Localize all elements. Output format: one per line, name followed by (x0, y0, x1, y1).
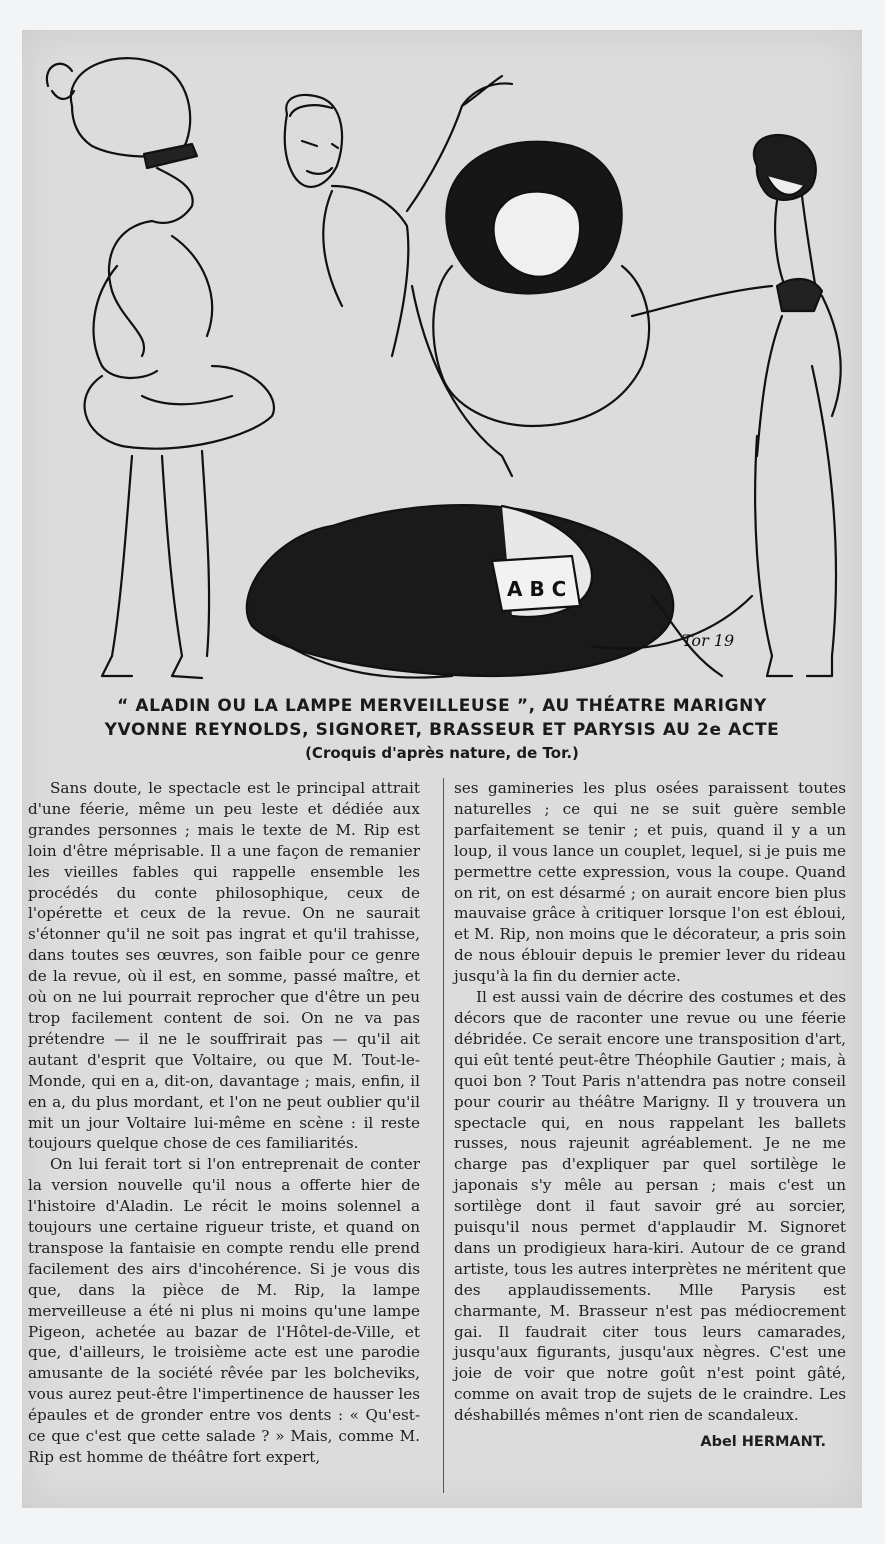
book-inscription: A B C (507, 577, 567, 601)
author-signature: Abel HERMANT. (700, 1434, 826, 1451)
column-divider (443, 778, 444, 1493)
article-column-left (28, 778, 420, 1468)
article-paragraph: Sans doute, le spectacle est le principal attrait d'une féerie, même un peu leste et dédiée aux grandes personnes ; mais le texte de M. Rip est loin d'être méprisable. Il a une façon de remanier les vieilles fables qui rappelle ensemble les procédés du conte philosophique, ceux de l'opérette et ceux de la revue. On ne saurait s'étonner qu'il ne soit pas ingrat et qu'il trahisse, dans toutes ses œuvres, son faible pour ce genre de la revue, où il est, en somme, passé maître, et où on ne lui pourrait reprocher que d'être un peu trop facilement content de soi. On ne va pas prétendre — il ne le souffrirait pas — qu'il ait autant d'esprit que Voltaire, ou que M. Tout-le-Monde, qui en a, dit-on, davantage ; mais, enfin, il en a, du plus mordant, et l'on ne peut oublier qu'il mit un jour Voltaire lui-même en scène : il reste toujours quelque chose de ces familiarités. (28, 779, 420, 1153)
caption-cast: YVONNE REYNOLDS, SIGNORET, BRASSEUR ET PARYSIS AU 2e ACTE (104, 720, 780, 740)
caption-title: “ ALADIN OU LA LAMPE MERVEILLEUSE ”, AU THÉATRE MARIGNY (117, 696, 767, 716)
illustration-caption (22, 694, 862, 764)
article-paragraph: On lui ferait tort si l'on entreprenait de conter la version nouvelle qu'il nous a offerte hier de l'histoire d'Aladin. Le récit le moins solennel a toujours une certaine rigueur triste, et quand on transpose la fantaisie en compte rendu elle prend facilement des airs d'incohérence. Si je vous dis que, dans la pièce de M. Rip, la lampe merveilleuse a été ni plus ni moins qu'une lampe Pigeon, achetée au bazar de l'Hôtel-de-Ville, et que, d'ailleurs, le troisième acte est une parodie amusante de la société rêvée par les bolcheviks, vous aurez peut-être l'impertinence de hausser les épaules et de gronder entre vos dents : « Qu'est-ce que c'est que cette salade ? » Mais, comme M. Rip est homme de théâtre fort expert, (28, 1155, 420, 1466)
theatre-sketch-illustration (32, 36, 852, 694)
newspaper-page (22, 30, 862, 1508)
artist-signature: Tor 19 (682, 631, 735, 650)
article-column-right (454, 778, 846, 1453)
caption-credit: (Croquis d'après nature, de Tor.) (305, 744, 579, 762)
woman-left-figure (47, 58, 274, 678)
seated-warrior-figure (247, 142, 752, 678)
article-paragraph: Il est aussi vain de décrire des costumes et des décors que de raconter une revue ou une féerie débridée. Ce serait encore une transposition d'art, qui eût tenté peut-être Théophile Gautier ; mais, à quoi bon ? Tout Paris n'attendra pas notre conseil pour courir au théâtre Marigny. Il y trouvera un spectacle qui, en nous rappelant les ballets russes, nous rajeunit agréablement. Je ne me charge pas d'expliquer par quel sortilège le japonais s'y mêle au persan ; mais c'est un sortilège dont il faut savoir gré au sorcier, puisqu'il nous permet d'applaudir M. Signoret dans un prodigieux hara-kiri. Autour de ce grand artiste, tous les autres interprètes ne méritent que des applaudissements. Mlle Parysis est charmante, M. Brasseur n'est pas médiocrement gai. Il faudrait citer tous leurs camarades, jusqu'aux figurants, jusqu'aux nègres. C'est une joie de voir que notre goût n'est point gâté, comme on avait trop de sujets de le craindre. Les déshabillés mêmes n'ont rien de scandaleux. (454, 988, 846, 1425)
article-paragraph: ses gamineries les plus osées paraissent toutes naturelles ; ce qui ne se suit guère semble parfaitement se tenir ; et puis, quand il y a un loup, il vous lance un couplet, lequel, si je puis me permettre cette expression, vous la coupe. Quand on rit, on est désarmé ; on aurait encore bien plus mauvaise grâce à critiquer lorsque l'on est ébloui, et M. Rip, non moins que le décorateur, a pris soin de nous éblouir depuis le premier lever du rideau jusqu'à la fin du dernier acte. (454, 779, 846, 986)
